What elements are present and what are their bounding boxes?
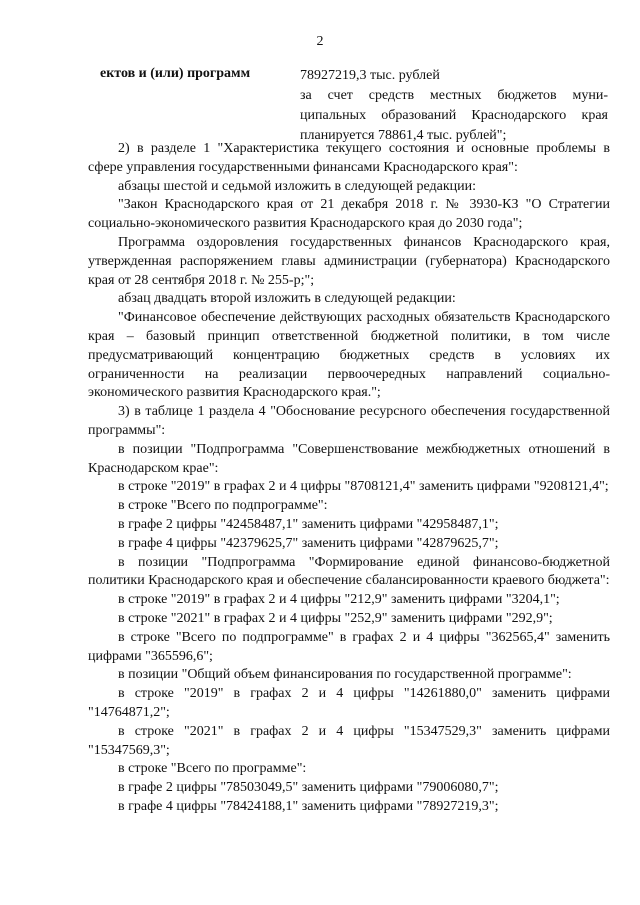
- paragraph: "Закон Краснодарского края от 21 декабря 2018 г. № 3930-КЗ "О Стратегии социально-экономического развития Краснодарского края до 2030 года";: [88, 197, 610, 232]
- paragraph: в графе 4 цифры "78424188,1" заменить цифрами "78927219,3";: [118, 798, 499, 814]
- resource-info-block: [88, 66, 610, 143]
- paragraph: в строке "Всего по подпрограмме" в графах 2 и 4 цифры "362565,4" заменить цифрами "365596,6";: [88, 629, 610, 664]
- document-body: [88, 140, 610, 817]
- paragraph: абзац двадцать второй изложить в следующей редакции:: [118, 291, 456, 307]
- paragraph: в строке "2019" в графах 2 и 4 цифры "14261880,0" заменить цифрами "14764871,2";: [88, 686, 610, 720]
- paragraph: в графе 2 цифры "42458487,1" заменить цифрами "42958487,1";: [118, 516, 499, 532]
- paragraph: 2) в разделе 1 "Характеристика текущего состояния и основные проблемы в сфере управления государственными финансами Краснодарского края":: [88, 141, 610, 175]
- paragraph: в строке "Всего по программе":: [118, 761, 307, 777]
- paragraph: в графе 2 цифры "78503049,5" заменить цифрами "79006080,7";: [118, 780, 499, 796]
- resource-value-line: ципальных образований Краснодарского края: [300, 108, 608, 123]
- paragraph: в позиции "Подпрограмма "Совершенствование межбюджетных отношений в Краснодарском крае":: [88, 441, 610, 476]
- paragraph: в позиции "Общий объем финансирования по государственной программе":: [118, 667, 572, 683]
- paragraph: 3) в таблице 1 раздела 4 "Обоснование ресурсного обеспечения государственной программы":: [88, 404, 610, 438]
- paragraph: в строке "2021" в графах 2 и 4 цифры "252,9" заменить цифрами "292,9";: [118, 610, 553, 626]
- paragraph: в строке "2019" в графах 2 и 4 цифры "212,9" заменить цифрами "3204,1";: [118, 592, 560, 608]
- paragraph: в строке "Всего по подпрограмме":: [118, 498, 328, 514]
- resource-label: ектов и (или) программ: [100, 66, 251, 81]
- paragraph: в строке "2019" в графах 2 и 4 цифры "8708121,4" заменить цифрами "9208121,4";: [118, 479, 609, 495]
- paragraph: в строке "2021" в графах 2 и 4 цифры "15347529,3" заменить цифрами "15347569,3";: [88, 723, 610, 758]
- resource-value-line: 78927219,3 тыс. рублей: [300, 68, 440, 83]
- resource-value-line: планируется 78861,4 тыс. рублей";: [300, 128, 507, 143]
- paragraph: в графе 4 цифры "42379625,7" заменить цифрами "42879625,7";: [118, 535, 499, 551]
- resource-value: [300, 66, 608, 146]
- paragraph: абзацы шестой и седьмой изложить в следующей редакции:: [118, 178, 476, 194]
- paragraph: "Финансовое обеспечение действующих расходных обязательств Краснодарского края – базовый принцип ответственной бюджетной политики, в том числе предусматривающий концентрацию бюджетных средств в условиях их ограниченности на реализации первоочередных направлений социально-экономического развития Краснодарского края.";: [88, 310, 610, 401]
- paragraph: Программа оздоровления государственных финансов Краснодарского края, утвержденная распоряжением главы администрации (губернатора) Краснодарского края от 28 сентября 2018 г. № 255-р;";: [88, 234, 610, 288]
- page-number: 2: [316, 34, 324, 49]
- paragraph: в позиции "Подпрограмма "Формирование единой финансово-бюджетной политики Краснодарского края и обеспечение сбалансированности краевого бюджета":: [88, 554, 610, 589]
- resource-value-line: за счет средств местных бюджетов муни-: [300, 88, 608, 103]
